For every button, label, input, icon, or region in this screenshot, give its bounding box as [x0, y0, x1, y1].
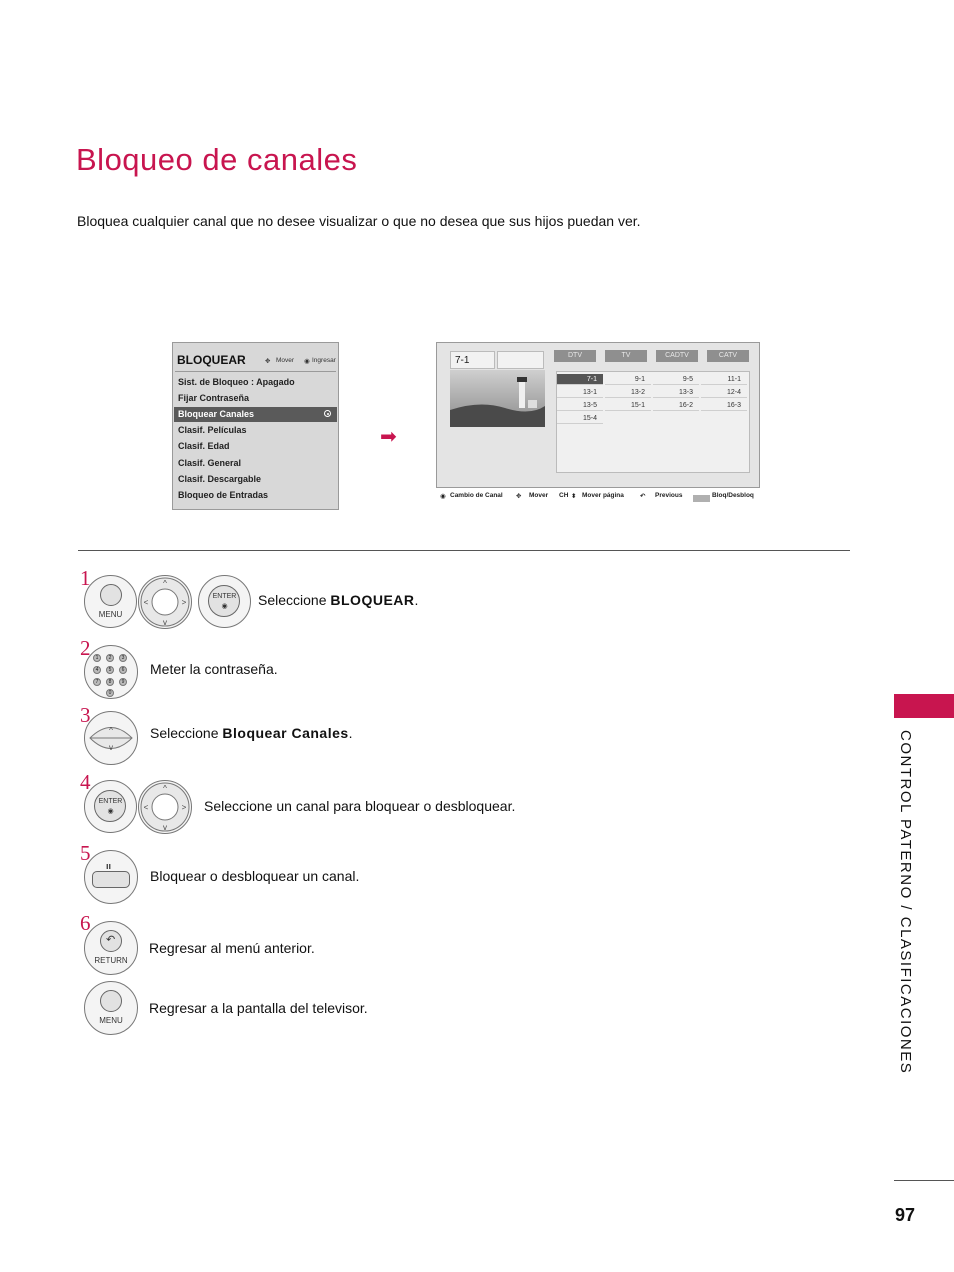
menu-item-age-rating[interactable]: Clasif. Edad [178, 441, 230, 451]
return-icon: ↶ [640, 493, 646, 500]
pause-key [92, 871, 130, 888]
channel-cell[interactable]: 15-1 [605, 400, 651, 411]
key-0[interactable]: 0 [106, 689, 114, 697]
key-9[interactable]: 9 [119, 678, 127, 686]
ch-updown-icon: ⬍ [571, 493, 577, 500]
lock-key-icon [693, 495, 710, 502]
enter-key [208, 585, 240, 617]
channel-cell[interactable]: 12-4 [701, 387, 747, 398]
enter-dot-icon: ◉ [221, 603, 228, 610]
step-emph: Bloquear Canales [222, 725, 349, 741]
move-hint-icon: ✥ [265, 358, 271, 365]
return-icon: ↶ [106, 934, 116, 946]
menu-label: MENU [98, 610, 123, 619]
legend-lock: Bloq/Desbloq [712, 492, 754, 499]
svg-text:v: v [109, 743, 113, 752]
step-prefix: Seleccione [150, 725, 223, 741]
tab-dtv[interactable]: DTV [554, 350, 596, 362]
enter-label: ENTER [212, 593, 237, 600]
menu-item-input-block[interactable]: Bloqueo de Entradas [178, 490, 269, 500]
step-prefix: Seleccione [258, 592, 331, 608]
section-divider [78, 550, 850, 551]
step-1-text [258, 592, 418, 608]
channel-cell[interactable]: 16-2 [653, 400, 699, 411]
current-channel: 7-1 [450, 351, 495, 369]
step-number: 6 [80, 911, 91, 935]
tab-catv[interactable]: CATV [707, 350, 749, 362]
key-4[interactable]: 4 [93, 666, 101, 674]
page-title: Bloqueo de canales [76, 142, 358, 177]
key-8[interactable]: 8 [106, 678, 114, 686]
channel-cell[interactable]: 13-2 [605, 387, 651, 398]
key-1[interactable]: 1 [93, 654, 101, 662]
legend-previous: Previous [655, 492, 683, 499]
menu-label: MENU [99, 1016, 123, 1025]
step-7-text: Regresar a la pantalla del televisor. [149, 1000, 368, 1016]
channel-lock-screenshot [436, 342, 760, 488]
lighthouse-preview-image [450, 370, 545, 427]
enter-icon [324, 410, 331, 417]
up-down-button[interactable] [84, 711, 138, 765]
channel-cell[interactable]: 11-1 [701, 374, 747, 385]
page-number: 97 [895, 1205, 916, 1225]
menu-heading: BLOQUEAR [177, 353, 246, 367]
return-button[interactable] [84, 921, 138, 975]
section-label-text: CONTROL PATERNO / CLASIFICACIONES [897, 730, 914, 1075]
legend-page: Mover página [582, 492, 624, 499]
menu-item-label: Bloquear Canales [178, 409, 255, 419]
channel-cell[interactable]: 13-5 [557, 400, 603, 411]
step-4-text: Seleccione un canal para bloquear o desbloquear. [204, 798, 516, 814]
key-3[interactable]: 3 [119, 654, 127, 662]
move-hint: Mover [276, 357, 295, 364]
step-suffix: . [348, 725, 353, 741]
enter-hint-icon: ◉ [304, 358, 310, 365]
step-3-text [150, 725, 353, 741]
key-6[interactable]: 6 [119, 666, 127, 674]
nav-pad[interactable] [138, 780, 192, 834]
step-number: 5 [80, 841, 91, 865]
key-5[interactable]: 5 [106, 666, 114, 674]
svg-text:v: v [163, 618, 167, 627]
svg-text:>: > [181, 598, 187, 607]
step-5-text: Bloquear o desbloquear un canal. [150, 868, 360, 884]
intro-text: Bloquea cualquier canal que no desee visualizar o que no desea que sus hijos puedan ver. [77, 213, 641, 229]
svg-text:<: < [143, 598, 149, 607]
menu-item-movie-rating[interactable]: Clasif. Películas [178, 425, 247, 435]
svg-text:>: > [181, 803, 187, 812]
menu-item-set-password[interactable]: Fijar Contraseña [178, 393, 250, 403]
step-number: 4 [80, 770, 91, 794]
channel-cell[interactable]: 9-1 [605, 374, 651, 385]
enter-dot-icon: ◉ [107, 808, 114, 815]
move-icon: ✥ [516, 493, 522, 500]
enter-hint: Ingresar [312, 357, 336, 364]
pause-icon: ıı [106, 861, 112, 871]
channel-cell[interactable]: 15-4 [557, 413, 603, 424]
menu-key [100, 584, 122, 606]
channel-cell[interactable]: 7-1 [557, 374, 603, 385]
step-emph: BLOQUEAR [330, 592, 415, 608]
menu-divider [175, 371, 336, 372]
enter-label: ENTER [98, 798, 123, 805]
step-2-text: Meter la contraseña. [150, 661, 278, 677]
section-tab [894, 694, 954, 718]
legend-ch: CH [559, 492, 569, 499]
menu-button[interactable] [84, 575, 137, 628]
lock-menu-screenshot [172, 342, 339, 510]
nav-pad[interactable] [138, 575, 192, 629]
key-2[interactable]: 2 [106, 654, 114, 662]
menu-item-block-channels[interactable] [174, 407, 337, 422]
channel-cell[interactable]: 13-3 [653, 387, 699, 398]
section-label [892, 730, 922, 1075]
svg-text:<: < [143, 803, 149, 812]
enter-button[interactable] [198, 575, 251, 628]
channel-cell[interactable]: 9-5 [653, 374, 699, 385]
legend-move: Mover [529, 492, 549, 499]
step-number: 2 [80, 636, 91, 660]
menu-button[interactable] [84, 981, 138, 1035]
enter-button[interactable] [84, 780, 137, 833]
channel-cell[interactable]: 13-1 [557, 387, 603, 398]
key-7[interactable]: 7 [93, 678, 101, 686]
arrow-right-icon: ➡ [380, 426, 397, 448]
channel-name-box [497, 351, 544, 369]
enter-icon: ◉ [440, 493, 446, 500]
enter-key [94, 790, 126, 822]
legend-change-channel: Cambio de Canal [450, 492, 503, 499]
step-6-text: Regresar al menú anterior. [149, 940, 315, 956]
pause-button[interactable] [84, 850, 138, 904]
svg-text:^: ^ [163, 579, 167, 588]
svg-text:^: ^ [163, 784, 167, 793]
svg-text:v: v [163, 823, 167, 832]
step-number: 3 [80, 703, 91, 727]
menu-item-downloadable-rating[interactable]: Clasif. Descargable [178, 474, 262, 484]
menu-key [100, 990, 122, 1012]
channel-cell[interactable]: 16-3 [701, 400, 747, 411]
menu-item-lock-system[interactable]: Sist. de Bloqueo : Apagado [178, 377, 295, 387]
step-suffix: . [414, 592, 419, 608]
channel-grid [556, 371, 750, 473]
tab-cadtv[interactable]: CADTV [656, 350, 698, 362]
svg-text:^: ^ [109, 726, 113, 735]
return-label: RETURN [94, 956, 128, 965]
page-number-rule [894, 1180, 954, 1181]
menu-item-general-rating[interactable]: Clasif. General [178, 458, 242, 468]
number-keypad[interactable] [84, 645, 138, 699]
tab-tv[interactable]: TV [605, 350, 647, 362]
step-number: 1 [80, 566, 91, 590]
